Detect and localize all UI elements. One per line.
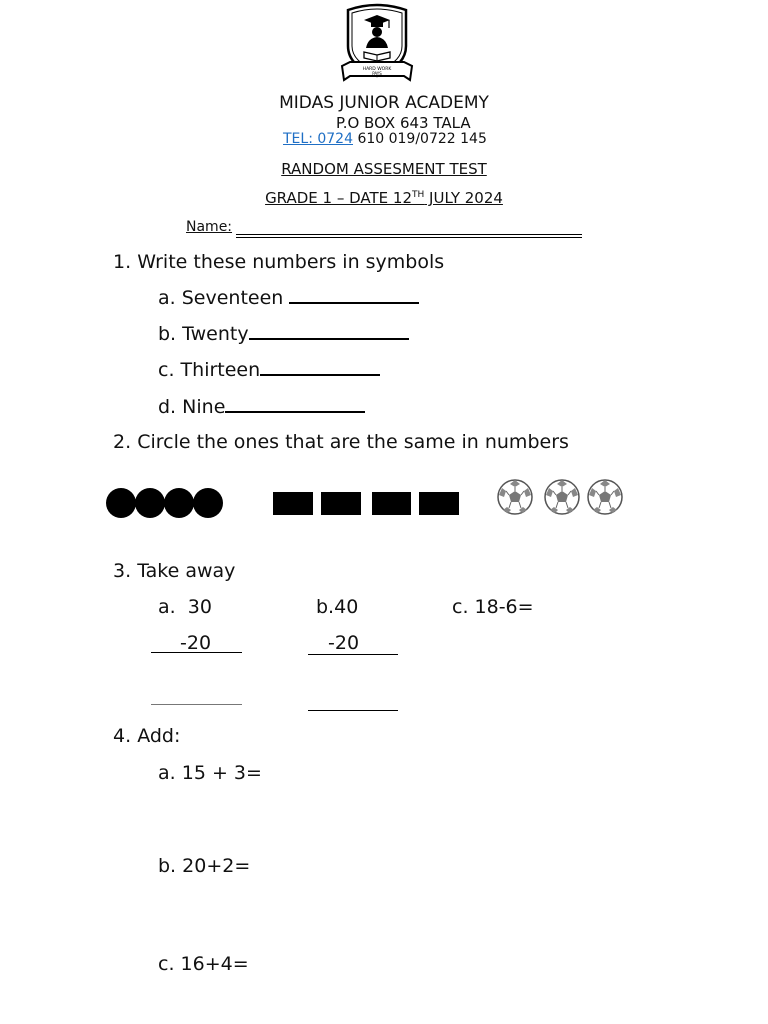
soccer-ball-group[interactable] bbox=[498, 480, 622, 514]
q1-item-c: c. Thirteen bbox=[158, 359, 380, 381]
q4-item-c: c. 16+4= bbox=[158, 953, 249, 975]
q3-a-subtrahend: -20 bbox=[180, 632, 212, 654]
question-2-text: Circle the ones that are the same in numbers bbox=[137, 431, 569, 453]
black-circle bbox=[193, 488, 223, 518]
telephone-link[interactable]: TEL: 0724 bbox=[283, 131, 353, 147]
name-blank-line[interactable] bbox=[236, 234, 582, 235]
rectangle-group[interactable] bbox=[273, 492, 459, 515]
telephone-numbers: 610 019/0722 145 bbox=[353, 131, 487, 147]
question-4 bbox=[113, 725, 180, 747]
q1-item-b: b. Twenty bbox=[158, 323, 409, 345]
black-rectangle bbox=[372, 492, 411, 515]
address-line: P.O BOX 643 TALA bbox=[336, 114, 471, 132]
question-1-number: 1. bbox=[113, 251, 132, 273]
q3-item-c: c. 18-6= bbox=[452, 596, 534, 618]
answer-blank[interactable] bbox=[225, 411, 365, 413]
q4-item-b: b. 20+2= bbox=[158, 855, 251, 877]
q3-b-subtrahend: -20 bbox=[328, 632, 360, 654]
question-4-number: 4. bbox=[113, 725, 132, 747]
grade-date-line: GRADE 1 – DATE 12TH JULY 2024 bbox=[265, 189, 503, 207]
q3-item-b: b.40 bbox=[316, 596, 359, 618]
answer-blank[interactable] bbox=[289, 302, 419, 304]
question-4-text: Add: bbox=[137, 725, 181, 747]
q3-a-rule bbox=[151, 652, 242, 653]
name-label: Name: bbox=[186, 219, 233, 235]
school-crest-logo bbox=[340, 2, 414, 84]
name-field-row bbox=[186, 219, 232, 235]
test-title: RANDOM ASSESMENT TEST bbox=[281, 160, 487, 178]
question-3 bbox=[113, 560, 235, 582]
logo-motto-text: HARD WORK bbox=[362, 67, 392, 72]
black-rectangle bbox=[273, 492, 313, 515]
black-circle bbox=[164, 488, 194, 518]
soccer-ball-icon bbox=[545, 480, 579, 514]
black-circle bbox=[106, 488, 136, 518]
question-3-text: Take away bbox=[137, 560, 236, 582]
q3-b-answer-line[interactable] bbox=[308, 710, 398, 711]
black-circle bbox=[135, 488, 165, 518]
q3-a-answer-line[interactable] bbox=[151, 704, 242, 705]
question-2-number: 2. bbox=[113, 431, 132, 453]
circle-group[interactable] bbox=[106, 488, 223, 518]
question-1-text: Write these numbers in symbols bbox=[137, 251, 445, 273]
question-1 bbox=[113, 251, 444, 273]
question-2 bbox=[113, 431, 569, 453]
q1-item-d: d. Nine bbox=[158, 396, 365, 418]
q1-item-a: a. Seventeen bbox=[158, 287, 419, 309]
q4-item-a: a. 15 + 3= bbox=[158, 762, 262, 784]
answer-blank[interactable] bbox=[260, 374, 380, 376]
soccer-ball-icon bbox=[498, 480, 532, 514]
question-3-number: 3. bbox=[113, 560, 132, 582]
soccer-ball-icon bbox=[588, 480, 622, 514]
q2-shapes bbox=[100, 470, 640, 526]
telephone-line bbox=[283, 131, 487, 147]
logo-pays-text: PAYS bbox=[372, 71, 382, 76]
date-superscript: TH bbox=[412, 190, 425, 200]
black-rectangle bbox=[419, 492, 459, 515]
answer-blank[interactable] bbox=[249, 338, 409, 340]
q3-b-rule bbox=[308, 654, 398, 655]
school-name: MIDAS JUNIOR ACADEMY bbox=[279, 93, 489, 113]
q3-item-a: a. 30 bbox=[158, 596, 212, 618]
black-rectangle bbox=[321, 492, 361, 515]
